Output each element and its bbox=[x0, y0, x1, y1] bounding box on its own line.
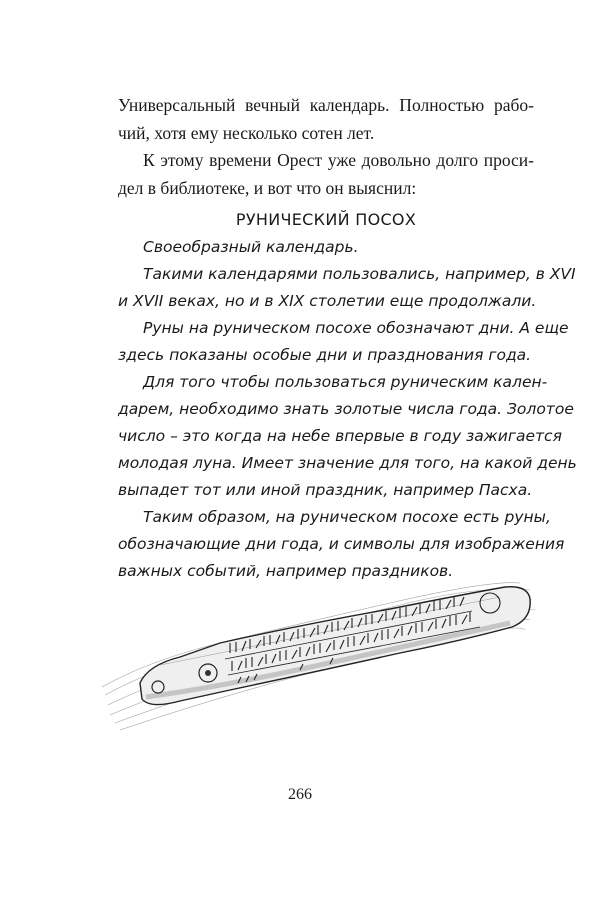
intro-line: дел в библиотеке, и вот что он выяснил: bbox=[118, 178, 417, 198]
note-line: Своеобразный календарь. bbox=[143, 238, 359, 256]
note-line: Руны на руническом посохе обозначают дни. А еще bbox=[143, 319, 569, 337]
note-line: Для того чтобы пользоваться руническим кален- bbox=[143, 373, 548, 391]
section-heading: РУНИЧЕСКИЙ ПОСОХ bbox=[235, 210, 417, 229]
note-line: здесь показаны особые дни и празднования года. bbox=[118, 346, 532, 364]
rune-staff-illustration bbox=[100, 575, 540, 740]
note-line: Таким образом, на руническом посохе есть руны, bbox=[143, 508, 551, 526]
note-line: и XVII веках, но и в XIX столетии еще продолжали. bbox=[118, 292, 537, 310]
page-number: 266 bbox=[288, 786, 312, 803]
note-line: важных событий, например праздников. bbox=[118, 562, 454, 580]
note-line: выпадет тот или иной праздник, например Пасха. bbox=[118, 481, 533, 499]
intro-line: К этому времени Орест уже довольно долго проси- bbox=[143, 150, 534, 170]
note-line: число – это когда на небе впервые в году зажигается bbox=[118, 427, 562, 445]
intro-line: чий, хотя ему несколько сотен лет. bbox=[118, 123, 375, 143]
intro-line: Универсальный вечный календарь. Полностью рабо- bbox=[118, 95, 534, 115]
note-line: дарем, необходимо знать золотые числа года. Золотое bbox=[118, 400, 574, 418]
note-line: Такими календарями пользовались, например, в XVI bbox=[143, 265, 576, 283]
note-line: молодая луна. Имеет значение для того, на какой день bbox=[118, 454, 577, 472]
note-line: обозначающие дни года, и символы для изображения bbox=[118, 535, 565, 553]
